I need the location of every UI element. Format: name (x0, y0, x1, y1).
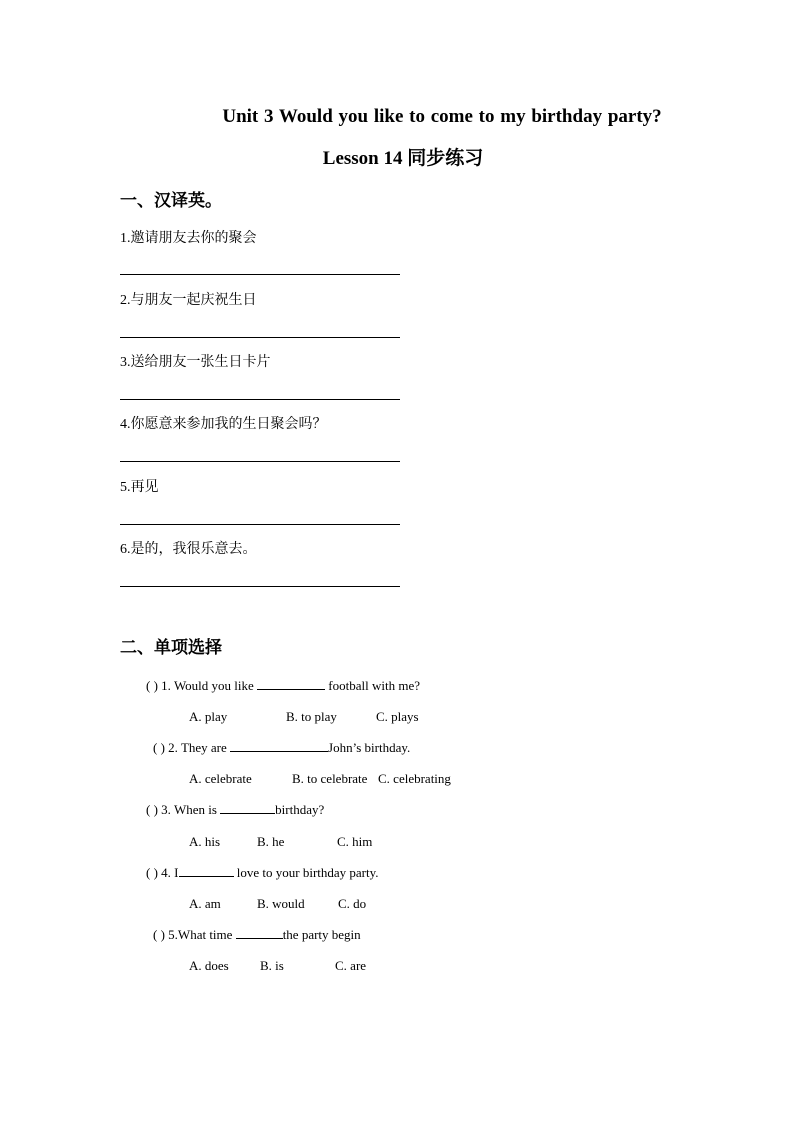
option-c[interactable]: C. are (335, 958, 367, 973)
options-question-5 (189, 957, 366, 974)
option-a[interactable]: A. play (189, 709, 228, 724)
answer-line-2[interactable] (120, 337, 400, 338)
options-question-4 (189, 895, 366, 912)
option-a[interactable]: A. celebrate (189, 771, 252, 786)
answer-paren[interactable]: ( ) (146, 865, 158, 880)
choice-question-5 (153, 926, 361, 943)
item-text: 与朋友一起庆祝生日 (130, 292, 257, 308)
item-text: 再见 (130, 479, 159, 495)
option-a[interactable]: A. his (189, 834, 221, 849)
item-number: 5. (120, 480, 131, 495)
option-c[interactable]: C. celebrating (378, 771, 451, 786)
item-number: 2. (120, 293, 131, 308)
item-number: 6. (120, 542, 131, 557)
lesson-subtitle: Lesson 14 同步练习 (322, 148, 484, 169)
answer-line-5[interactable] (120, 524, 400, 525)
options-question-3 (189, 833, 372, 850)
question-number: 3. (161, 802, 171, 817)
option-b[interactable]: B. he (257, 834, 285, 849)
section-2-heading: 二、单项选择 (120, 638, 222, 658)
option-a[interactable]: A. am (189, 896, 221, 911)
options-question-1 (189, 708, 419, 725)
options-question-2 (189, 770, 451, 787)
answer-paren[interactable]: ( ) (146, 678, 158, 693)
item-text: 送给朋友一张生日卡片 (130, 354, 271, 370)
section-1-heading: 一、汉译英。 (120, 191, 222, 211)
answer-paren[interactable]: ( ) (146, 802, 158, 817)
option-c[interactable]: C. him (337, 834, 373, 849)
answer-paren[interactable]: ( ) (153, 740, 165, 755)
question-blank[interactable] (236, 926, 283, 939)
translation-item-5 (120, 478, 159, 497)
translation-item-2 (120, 291, 257, 310)
option-c[interactable]: C. do (338, 896, 367, 911)
option-c[interactable]: C. plays (376, 709, 419, 724)
choice-question-2 (153, 739, 410, 756)
translation-item-1 (120, 229, 257, 248)
answer-line-6[interactable] (120, 586, 400, 587)
question-number: 5. (168, 927, 178, 942)
translation-item-3 (120, 353, 271, 372)
question-text-after: John’s birthday. (328, 740, 411, 755)
item-text: 邀请朋友去你的聚会 (130, 230, 257, 246)
question-text-after: birthday? (275, 802, 325, 817)
answer-line-1[interactable] (120, 274, 400, 275)
item-text: 是的，我很乐意去。 (130, 541, 257, 557)
answer-line-4[interactable] (120, 461, 400, 462)
option-b[interactable]: B. is (260, 958, 284, 973)
translation-item-6 (120, 540, 257, 559)
choice-question-4 (146, 864, 379, 881)
option-b[interactable]: B. would (257, 896, 305, 911)
question-blank[interactable] (220, 801, 275, 814)
question-text-after: the party begin (282, 927, 361, 942)
question-number: 2. (168, 740, 178, 755)
choice-question-1 (146, 677, 420, 694)
question-text-before: They are (180, 740, 227, 755)
question-text-before: What time (177, 927, 233, 942)
question-text-before: When is (173, 802, 217, 817)
question-number: 1. (161, 678, 171, 693)
option-b[interactable]: B. to play (286, 709, 337, 724)
choice-question-3 (146, 801, 324, 818)
question-text-after: football with me? (328, 678, 420, 693)
item-text: 你愿意来参加我的生日聚会吗？ (130, 416, 327, 432)
option-b[interactable]: B. to celebrate (292, 771, 368, 786)
question-blank[interactable] (179, 864, 234, 877)
question-blank[interactable] (257, 677, 325, 690)
question-blank[interactable] (230, 739, 328, 752)
question-text-before: Would you like (173, 678, 254, 693)
translation-item-4 (120, 415, 327, 434)
question-text-after: love to your birthday party. (236, 865, 379, 880)
question-text-before: I (174, 865, 179, 880)
answer-paren[interactable]: ( ) (153, 927, 165, 942)
item-number: 4. (120, 417, 131, 432)
item-number: 3. (120, 355, 131, 370)
option-a[interactable]: A. does (189, 958, 229, 973)
item-number: 1. (120, 231, 131, 246)
page-title: Unit 3 Would you like to come to my birthday party? (222, 106, 662, 127)
answer-line-3[interactable] (120, 399, 400, 400)
question-number: 4. (161, 865, 171, 880)
